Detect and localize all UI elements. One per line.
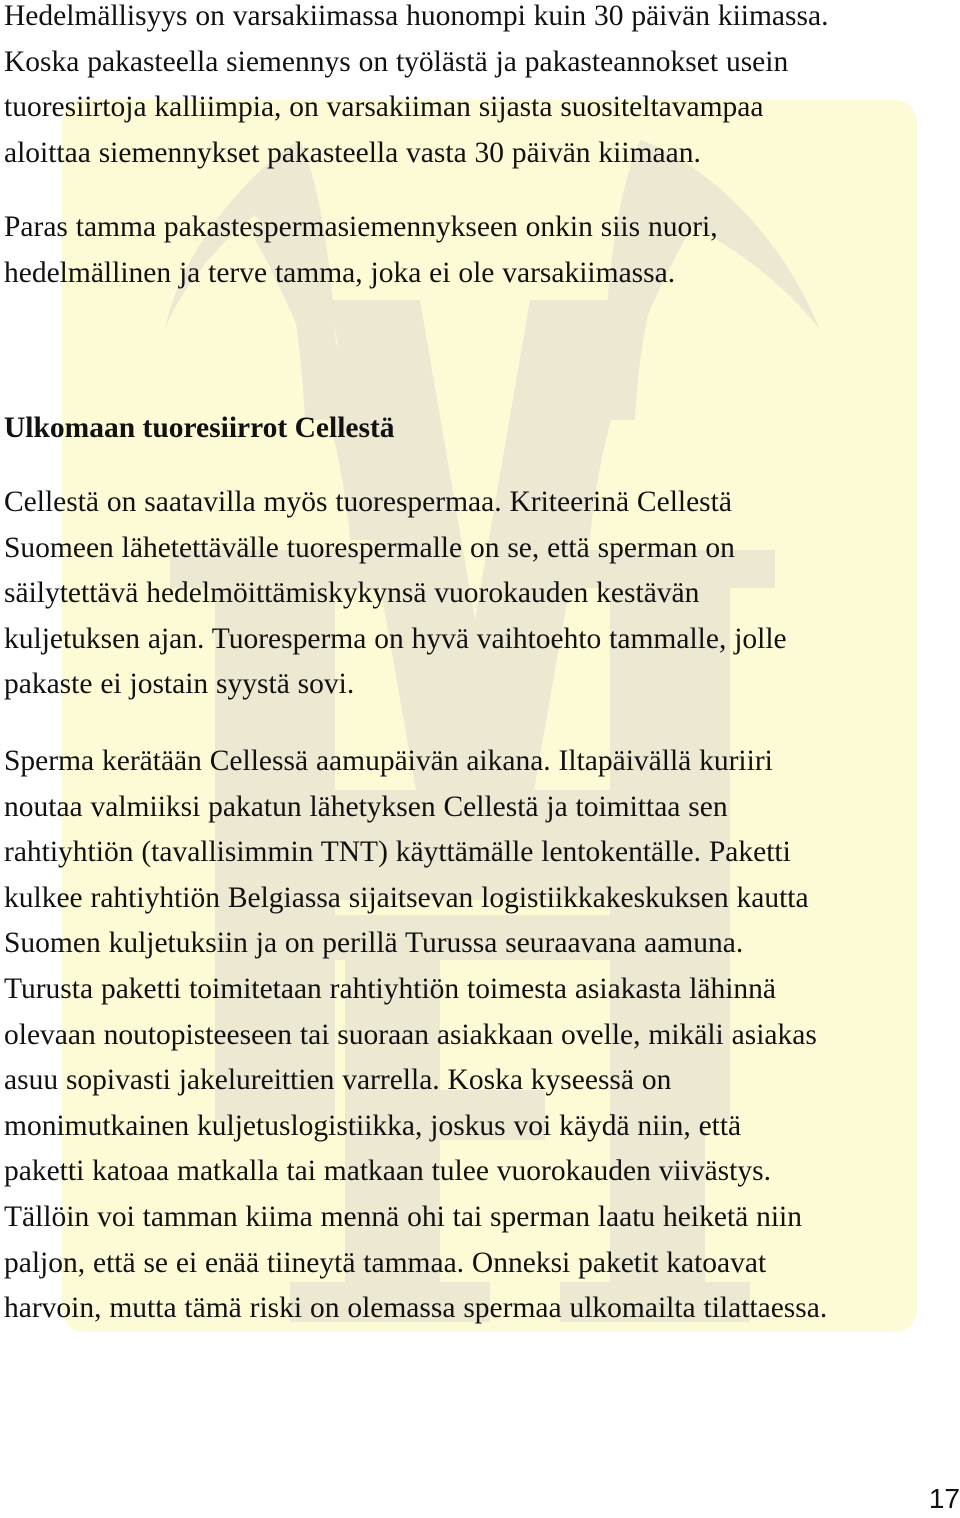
section-heading: Ulkomaan tuoresiirrot Cellestä	[4, 412, 395, 444]
text-line: Koska pakasteella siemennys on työlästä ja pakasteannokset usein	[4, 45, 789, 78]
text-line: Hedelmällisyys on varsakiimassa huonompi kuin 30 päivän kiimassa.	[4, 0, 829, 32]
text-line: Sperma kerätään Cellessä aamupäivän aikana. Iltapäivällä kuriiri	[4, 745, 773, 777]
text-line: Tällöin voi tamman kiima mennä ohi tai sperman laatu heiketä niin	[4, 1200, 802, 1233]
text-line: Turusta paketti toimitetaan rahtiyhtiön toimesta asiakasta lähinnä	[4, 972, 777, 1005]
text-line: Cellestä on saatavilla myös tuorespermaa. Kriteerinä Cellestä	[4, 486, 732, 518]
text-line: asuu sopivasti jakelureittien varrella. Koska kyseessä on	[4, 1064, 672, 1097]
text-line: hedelmällinen ja terve tamma, joka ei ole varsakiimassa.	[4, 256, 676, 289]
text-line: tuoresiirtoja kalliimpia, on varsakiiman sijasta suositeltavampaa	[4, 91, 764, 124]
text-line: paketti katoaa matkalla tai matkaan tulee vuorokauden viivästys.	[4, 1155, 771, 1188]
text-line: rahtiyhtiön (tavallisimmin TNT) käyttämälle lentokentälle. Paketti	[4, 836, 791, 869]
page-number: 17	[928, 1483, 960, 1514]
paragraph-fertility	[4, 0, 956, 176]
paragraph-best-mare	[4, 205, 956, 296]
text-line: Suomen kuljetuksiin ja on perillä Turussa seuraavana aamuna.	[4, 927, 744, 960]
text-line: säilytettävä hedelmöittämiskykynsä vuorokauden kestävän	[4, 577, 700, 610]
text-line: kulkee rahtiyhtiön Belgiassa sijaitsevan logistiikkakeskuksen kautta	[4, 881, 809, 914]
text-line: harvoin, mutta tämä riski on olemassa spermaa ulkomailta tilattaessa.	[4, 1292, 828, 1325]
text-line: olevaan noutopisteeseen tai suoraan asiakkaan ovelle, mikäli asiakas	[4, 1018, 817, 1051]
text-line: noutaa valmiiksi pakatun lähetyksen Cellestä ja toimittaa sen	[4, 790, 728, 823]
paragraph-fresh-semen	[4, 480, 956, 708]
text-line: Paras tamma pakastespermasiemennykseen onkin siis nuori,	[4, 211, 718, 243]
text-line: pakaste ei jostain syystä sovi.	[4, 668, 355, 701]
text-line: kuljetuksen ajan. Tuoresperma on hyvä vaihtoehto tammalle, jolle	[4, 622, 787, 655]
paragraph-logistics	[4, 739, 956, 1332]
text-line: Suomeen lähetettävälle tuorespermalle on se, että sperman on	[4, 531, 735, 564]
text-line: paljon, että se ei enää tiineytä tammaa. Onneksi paketit katoavat	[4, 1246, 767, 1279]
text-line: aloittaa siemennykset pakasteella vasta 30 päivän kiimaan.	[4, 136, 701, 169]
text-line: monimutkainen kuljetuslogistiikka, joskus voi käydä niin, että	[4, 1109, 742, 1142]
